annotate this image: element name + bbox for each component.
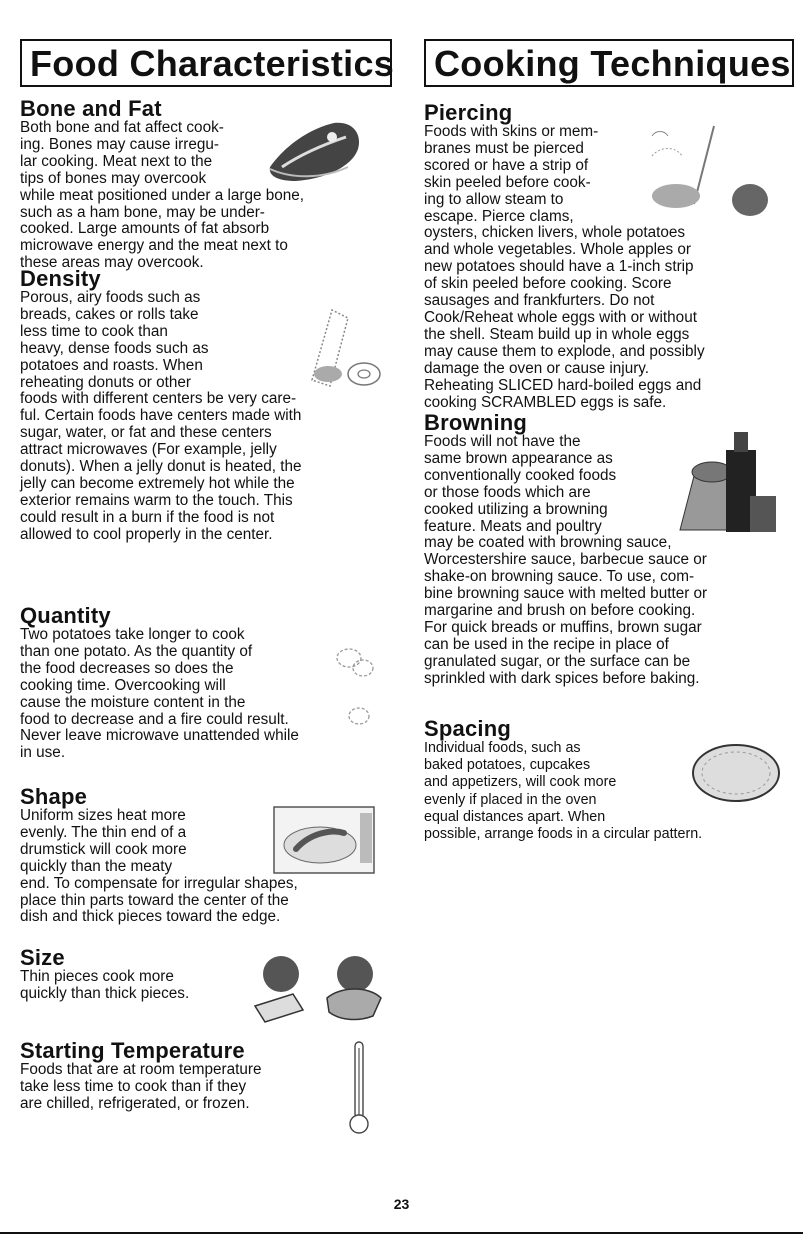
section-heading: Browning (424, 410, 528, 435)
sauce-bottles-illustration (672, 428, 782, 540)
text-line: cooked. Large amounts of fat absorb (20, 220, 270, 238)
section-heading: Density (20, 266, 101, 291)
text-line: Cook/Reheat whole eggs with or without (424, 308, 697, 326)
text-line: food to decrease and a fire could result. (20, 710, 289, 728)
text-line: potatoes and roasts. When (20, 356, 203, 374)
text-line: attract microwaves (For example, jelly (20, 441, 277, 459)
text-line: sprinkled with dark spices before baking. (424, 669, 700, 687)
text-line: Porous, airy foods such as (20, 289, 201, 306)
text-line: evenly. The thin end of a (20, 823, 187, 841)
spacing-plate-illustration (690, 742, 782, 804)
text-line: Reheating SLICED hard-boiled eggs and (424, 376, 702, 394)
text-line: and whole vegetables. Whole apples or (424, 241, 692, 259)
text-line: margarine and brush on before cooking. (424, 602, 696, 620)
text-line: Foods will not have the (424, 433, 581, 450)
text-line: Both bone and fat affect cook- (20, 119, 224, 136)
text-line: scored or have a strip of (424, 156, 589, 174)
text-line: shake-on browning sauce. To use, com- (424, 568, 695, 586)
text-line: ful. Certain foods have centers made with (20, 407, 302, 425)
bottom-rule (0, 1232, 803, 1234)
text-line: may cause them to explode, and possibly (424, 342, 705, 360)
text-line: damage the oven or cause injury. (424, 359, 650, 377)
donut-jelly-illustration (290, 300, 385, 390)
text-line: while meat positioned under a large bone, (20, 186, 305, 204)
text-line: Two potatoes take longer to cook (20, 626, 245, 643)
section-heading: Quantity (20, 603, 111, 628)
text-line: Individual foods, such as (424, 740, 581, 756)
text-line: heavy, dense foods such as (20, 339, 209, 357)
text-line: feature. Meats and poultry (424, 517, 602, 535)
thermometer-icon (344, 1038, 374, 1138)
text-line: equal distances apart. When (424, 808, 606, 825)
text-line: donuts). When a jelly donut is heated, the (20, 458, 302, 476)
section-heading: Bone and Fat (20, 96, 162, 121)
text-line: place thin parts toward the center of the (20, 891, 289, 909)
text-line: the food decreases so does the (20, 659, 234, 677)
text-line: breads, cakes or rolls take (20, 305, 199, 323)
text-line: ing to allow steam to (424, 190, 564, 208)
section-heading: Starting Temperature (20, 1038, 245, 1063)
steak-bone-illustration (262, 115, 368, 187)
text-line: ing. Bones may cause irregu- (20, 135, 219, 153)
section-body (20, 1062, 390, 1113)
text-line: quickly than the meaty (20, 857, 173, 875)
text-line: Never leave microwave unattended while (20, 727, 299, 745)
potato-illustration (325, 640, 385, 730)
text-line: cooked utilizing a browning (424, 500, 608, 518)
text-line: skin peeled before cook- (424, 173, 591, 191)
text-line: exterior remains warm to the touch. This (20, 491, 293, 509)
piercing-illustration (630, 118, 780, 218)
text-line: Worcestershire sauce, barbecue sauce or (424, 551, 707, 569)
section-heading: Piercing (424, 100, 513, 125)
text-line: dish and thick pieces toward the edge. (20, 908, 281, 926)
text-line: foods with different centers be very care- (20, 390, 297, 408)
text-line: sausages and frankfurters. Do not (424, 292, 655, 310)
text-line: microwave energy and the meat next to (20, 237, 288, 255)
food-characteristics-title: Food Characteristics (20, 39, 392, 87)
text-line: end. To compensate for irregular shapes, (20, 874, 298, 892)
text-line: such as a ham bone, may be under- (20, 203, 265, 221)
text-line: can be used in the recipe in place of (424, 635, 669, 653)
text-line: Foods that are at room temperature (20, 1061, 262, 1078)
meat-slices-illustration (245, 950, 385, 1030)
text-line: granulated sugar, or the surface can be (424, 652, 691, 670)
text-line: reheating donuts or other (20, 373, 191, 391)
text-line: oysters, chicken livers, whole potatoes (424, 224, 686, 242)
text-line: evenly if placed in the oven (424, 791, 597, 808)
text-line: tips of bones may overcook (20, 169, 207, 187)
text-line: new potatoes should have a 1-inch strip (424, 258, 694, 276)
text-line: conventionally cooked foods (424, 466, 617, 484)
text-line: less time to cook than (20, 322, 168, 340)
text-line: could result in a burn if the food is not (20, 508, 275, 526)
page-number: 23 (393, 1196, 410, 1212)
drumstick-dish-illustration (270, 803, 380, 879)
section-heading: Shape (20, 784, 88, 809)
text-line: take less time to cook than if they (20, 1077, 247, 1095)
text-line: cooking SCRAMBLED eggs is safe. (424, 393, 667, 411)
text-line: Foods with skins or mem- (424, 123, 599, 140)
text-line: lar cooking. Meat next to the (20, 152, 213, 170)
text-line: in use. (20, 744, 66, 762)
text-line: of skin peeled before cooking. Score (424, 275, 672, 293)
text-line: bine browning sauce with melted butter or (424, 585, 708, 603)
text-line: Thin pieces cook more (20, 968, 174, 985)
text-line: or those foods which are (424, 483, 591, 501)
text-line: baked potatoes, cupcakes (424, 757, 591, 774)
text-line: are chilled, refrigerated, or frozen. (20, 1094, 250, 1112)
text-line: the shell. Steam build up in whole eggs (424, 325, 690, 343)
text-line: jelly can become extremely hot while the (20, 474, 295, 492)
text-line: quickly than thick pieces. (20, 984, 190, 1002)
text-line: Uniform sizes heat more (20, 807, 186, 824)
text-line: allowed to cool properly in the center. (20, 525, 273, 543)
text-line: branes must be pierced (424, 139, 584, 157)
text-line: drumstick will cook more (20, 840, 187, 858)
section-heading: Size (20, 945, 65, 970)
section-heading: Spacing (424, 716, 511, 741)
text-line: For quick breads or muffins, brown sugar (424, 618, 702, 636)
text-line: sugar, water, or fat and these centers (20, 424, 272, 442)
text-line: cooking time. Overcooking will (20, 676, 226, 694)
text-line: may be coated with browning sauce, (424, 534, 672, 552)
text-line: escape. Pierce clams, (424, 207, 574, 225)
text-line: these areas may overcook. (20, 254, 204, 272)
cooking-techniques-title: Cooking Techniques (424, 39, 794, 87)
text-line: than one potato. As the quantity of (20, 642, 253, 660)
text-line: cause the moisture content in the (20, 693, 246, 711)
text-line: same brown appearance as (424, 449, 613, 467)
text-line: and appetizers, will cook more (424, 774, 617, 791)
section-starting-temperature (20, 1040, 390, 1113)
text-line: possible, arrange foods in a circular pattern. (424, 826, 703, 843)
